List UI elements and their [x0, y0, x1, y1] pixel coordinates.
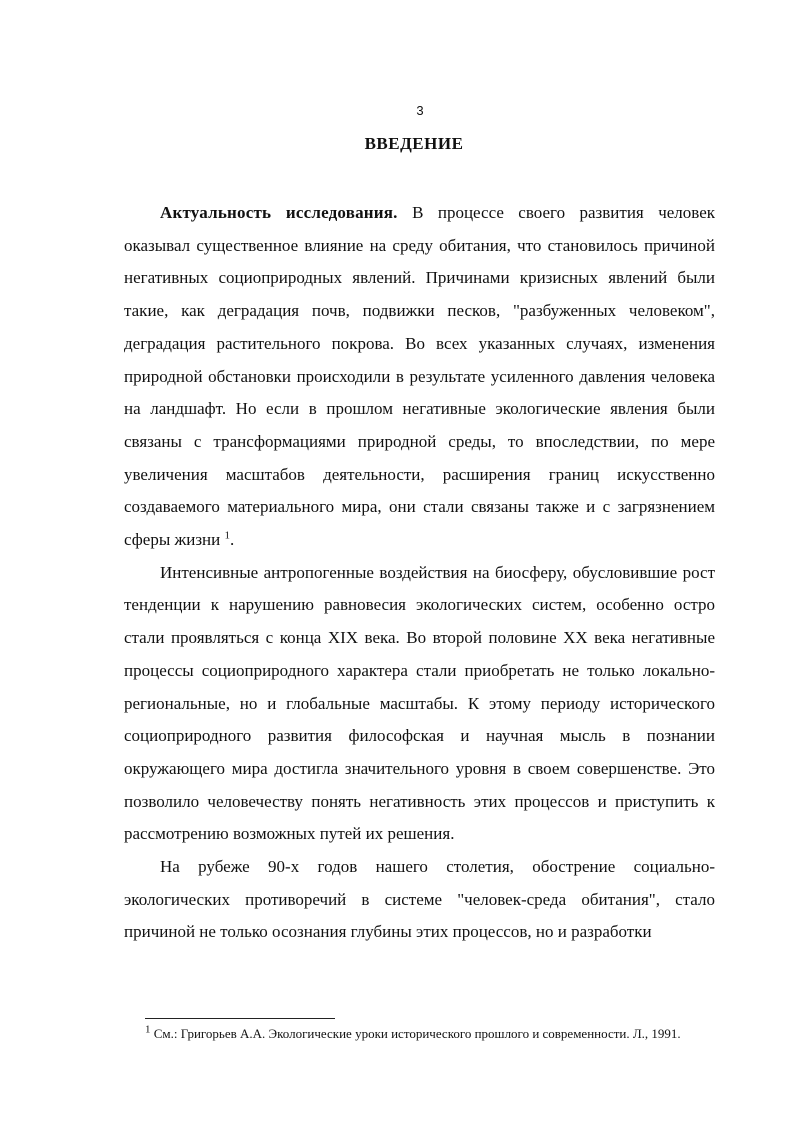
paragraph-text: В процессе своего развития человек оказывал существенное влияние на среду обитания, что становилось причиной негативных социоприродных явлений. Причинами кризисных явлений были такие, как деградация почв, подвижки песков, "разбуженных человеком", деградация растительного покрова. Во всех указанных случаях, изменения природной обстановки происходили в результате усиленного давления человека на ландшафт. Но если в прошлом негативные экологические явления были связаны с трансформациями природной среды, то впоследствии, по мере увеличения масштабов деятельности, расширения границ искусственно создаваемого материального мира, они стали связаны также и с загрязнением сферы жизни — [124, 203, 715, 550]
paragraph-3: На рубеже 90-х годов нашего столетия, обострение социально-экологических противоречий в системе "человек-среда обитания", стало причиной не только осознания глубины этих процессов, но и разработки — [124, 857, 715, 942]
footnote — [145, 1024, 720, 1044]
paragraph-tail: . — [230, 530, 235, 550]
page-title: ВВЕДЕНИЕ — [364, 134, 464, 153]
page-number: 3 — [416, 103, 424, 118]
paragraph-lead: Актуальность исследования. — [160, 203, 398, 222]
main-text — [124, 197, 715, 949]
footnote-text: См.: Григорьев А.А. Экологические уроки исторического прошлого и современности. Л., 1991. — [150, 1026, 681, 1041]
footnote-marker: 1 — [145, 1023, 151, 1036]
footnote-reference: 1 — [224, 529, 230, 542]
paragraph-2: Интенсивные антропогенные воздействия на биосферу, обусловившие рост тенденции к нарушению равновесия экологических систем, особенно остро стали проявляться с конца XIX века. Во второй половине XX века негативные процессы социоприродного характера стали приобретать не только локально-региональные, но и глобальные масштабы. К этому периоду исторического социоприродного развития философская и научная мысль в познании окружающего мира достигла значительного уровня в своем совершенстве. Это позволило человечеству понять негативность этих процессов и приступить к рассмотрению возможных путей их решения. — [124, 562, 715, 844]
footnote-divider — [145, 1018, 335, 1019]
paragraph-1 — [124, 197, 715, 557]
